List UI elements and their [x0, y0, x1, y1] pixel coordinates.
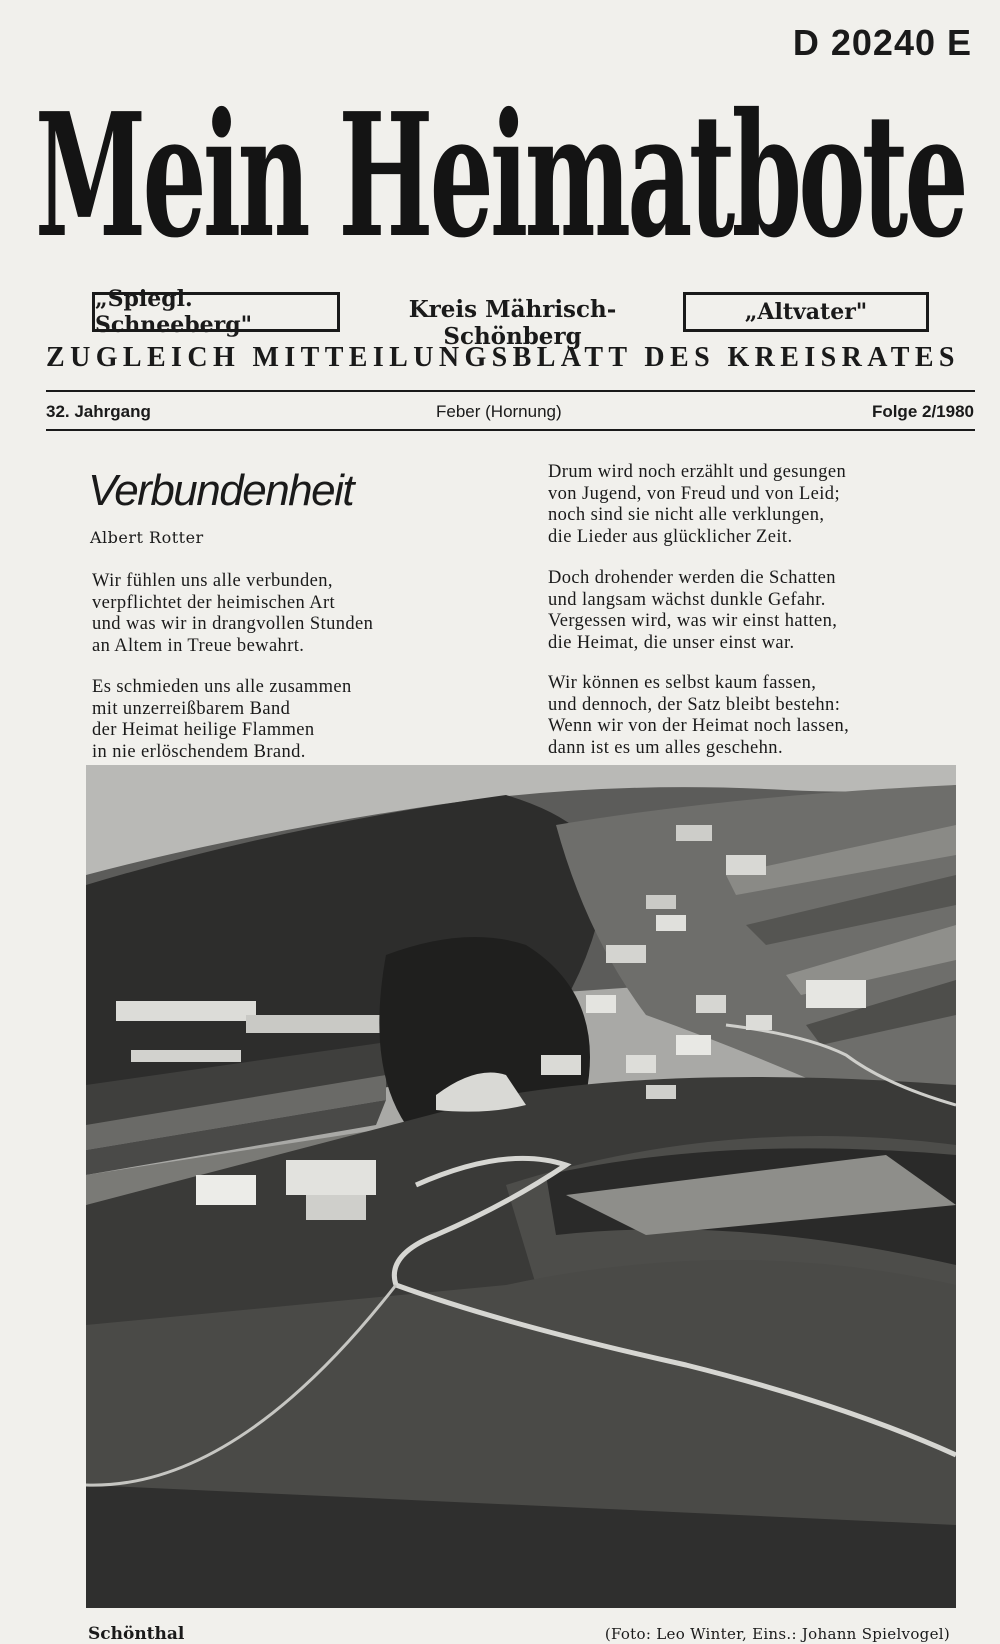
poem-title: Verbundenheit — [88, 466, 354, 515]
poem-line: Wir können es selbst kaum fassen, — [548, 673, 817, 693]
poem-line: die Heimat, die unser einst war. — [548, 632, 795, 653]
poem-line: Wir fühlen uns alle verbunden, — [92, 571, 333, 591]
region-center-label: Kreis Mährisch-Schönberg — [408, 296, 617, 350]
poem-line: und dennoch, der Satz bleibt bestehn: — [548, 694, 841, 715]
poem-stanza-1 — [92, 571, 373, 657]
poem-line: und was wir in drangvollen Stunden — [92, 614, 374, 634]
region-left-label: „Spiegl. Schneeberg" — [95, 286, 253, 338]
subtitle: ZUGLEICH MITTEILUNGSBLATT DES KREISRATES — [46, 342, 960, 373]
poem-line: Wenn wir von der Heimat noch lassen, — [548, 716, 850, 736]
poem-line: mit unzerreißbarem Band — [92, 698, 291, 719]
poem-line: dann ist es um alles geschehn. — [548, 737, 783, 758]
photo-credit: (Foto: Leo Winter, Eins.: Johann Spielvogel) — [604, 1625, 950, 1643]
issue-number: Folge 2/1980 — [871, 402, 974, 421]
region-box-right — [683, 292, 929, 332]
issue-month: Feber (Hornung) — [436, 402, 562, 421]
region-box-left — [92, 286, 340, 338]
poem-line: Drum wird noch erzählt und gesungen — [548, 462, 847, 482]
poem-line: Es schmieden uns alle zusammen — [92, 677, 352, 697]
masthead-logo — [30, 60, 970, 295]
poem-line: und langsam wächst dunkle Gefahr. — [548, 589, 826, 610]
postal-code: D 20240 E — [792, 22, 972, 63]
poem-line: in nie erlöschendem Brand. — [92, 741, 306, 762]
photo-caption: Schönthal — [88, 1624, 185, 1644]
village-photo — [86, 765, 956, 1608]
poem-line: die Lieder aus glücklicher Zeit. — [548, 526, 793, 547]
poem-stanza-3 — [548, 462, 846, 548]
poem-stanza-4 — [548, 568, 837, 654]
poem-author: Albert Rotter — [90, 528, 204, 547]
poem-line: von Jugend, von Freud und von Leid; — [548, 483, 840, 504]
poem-line: Doch drohender werden die Schatten — [548, 568, 836, 588]
issue-volume: 32. Jahrgang — [46, 402, 151, 421]
region-right-label: „Altvater" — [744, 299, 868, 325]
divider-top — [46, 390, 975, 392]
poem-stanza-2 — [92, 677, 352, 763]
poem-line: an Altem in Treue bewahrt. — [92, 635, 305, 656]
divider-bottom — [46, 429, 975, 431]
masthead-title: Mein Heimatbote — [35, 76, 965, 276]
poem-line: Vergessen wird, was wir einst hatten, — [548, 611, 838, 631]
poem-line: der Heimat heilige Flammen — [92, 720, 315, 740]
poem-stanza-5 — [548, 673, 849, 759]
poem-line: noch sind sie nicht alle verklungen, — [548, 505, 825, 525]
poem-line: verpflichtet der heimischen Art — [92, 592, 336, 613]
